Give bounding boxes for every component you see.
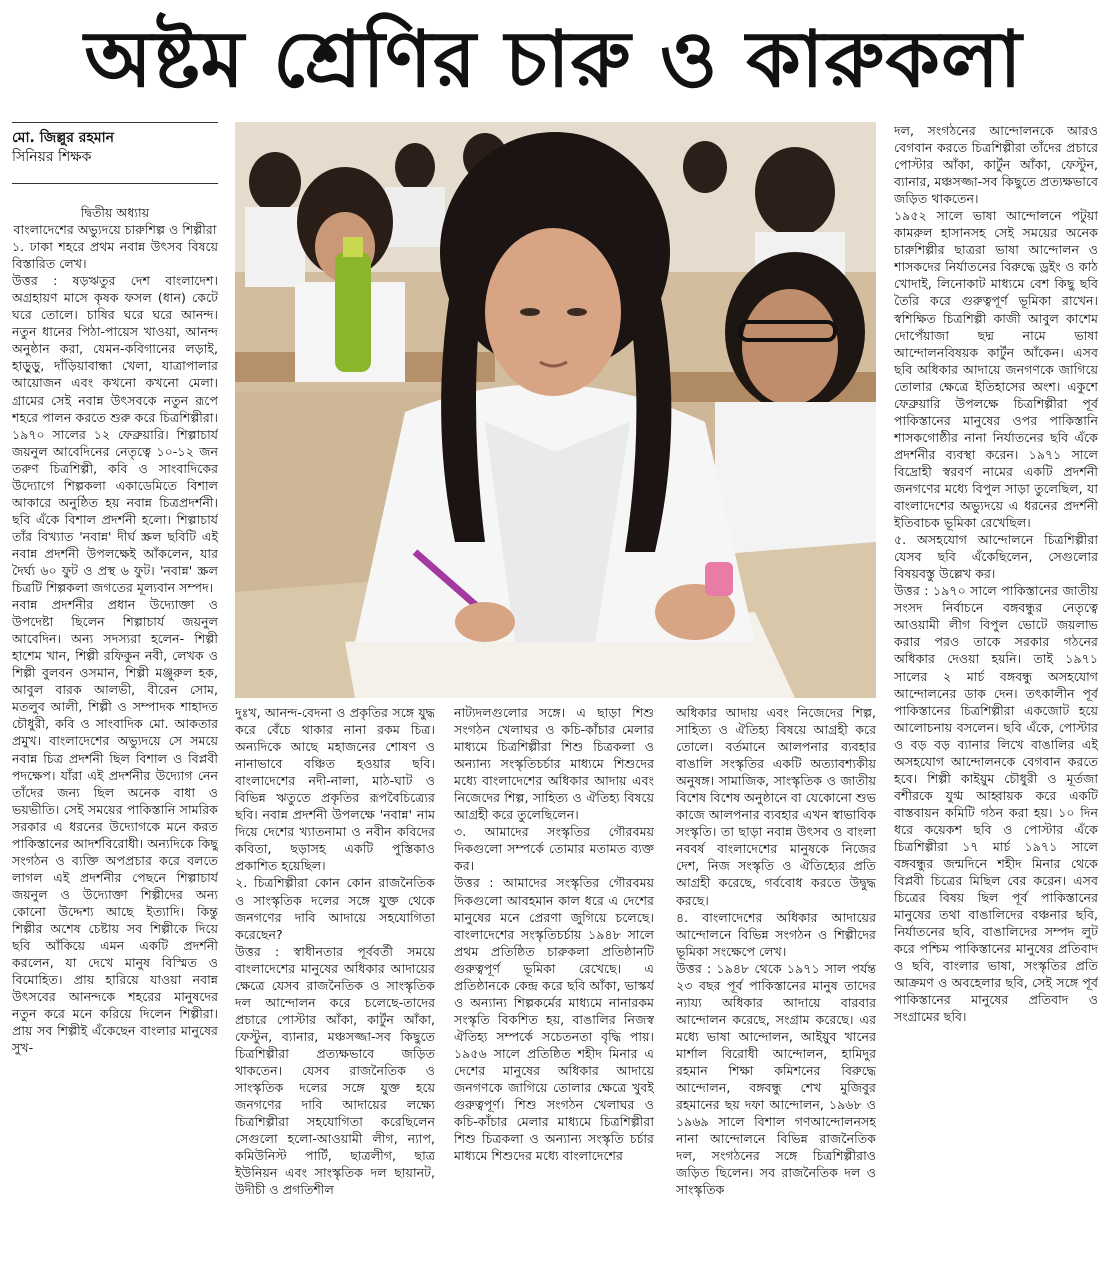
chapter-label: দ্বিতীয় অধ্যায় [80, 205, 150, 220]
article-column-2 [235, 704, 435, 1278]
author-byline [12, 122, 218, 184]
article-column-3 [454, 704, 654, 1278]
chapter-title: বাংলাদেশের অভ্যুদয়ে চারুশিল্প ও শিল্পীরা [13, 222, 217, 238]
page-title: অষ্টম শ্রেণির চারু ও কারুকলা [84, 15, 1023, 105]
article-photo [235, 122, 876, 698]
paragraph: উত্তর : ষড়ঋতুর দেশ বাংলাদেশ। অগ্রহায়ণ মাসে কৃষক ফসল (ধান) কেটে ঘরে তোলে। চাষির ঘরে ঘরে আনন্দ। নতুন ধানের পিঠা-পায়েস খাওয়া, আনন্দ অনুষ্ঠান করা, যেমন-কবিগানের লড়াই, হাড়ুড়ু, দাঁড়িয়াবান্ধা খেলা, যাত্রাপালার আয়োজন এবং কখনো কখনো মেলা। গ্রামের সেই নবান্ন উৎসবকে নতুন রূপে শহরে পালন করতে শুরু করে চিত্রশিল্পীরা। ১৯৭০ সালের ১২ ফেব্রুয়ারি। শিল্পাচার্য জয়নুল আবেদিনের নেতৃত্বে ১০-১২ জন তরুণ চিত্রশিল্পী, কবি ও সাংবাদিকের উদ্যোগে শিল্পকলা একাডেমিতে বিশাল আকারে অনুষ্ঠিত হয় নবান্ন চিত্রপ্রদর্শনী। ছবি এঁকে বিশাল প্রদর্শনী হলো। শিল্পাচার্য তাঁর বিখ্যাত 'নবান্ন' দীর্ঘ স্ক্রল ছবিটি এই নবান্ন প্রদর্শনী উপলক্ষেই আঁকলেন, যার দৈর্ঘ্য ৬০ ফুট ও প্রস্থ ৬ ফুট। 'নবান্ন' স্ক্রল চিত্রটি শিল্পকলা জগতের মূল্যবান সম্পদ। [12, 273, 218, 596]
article-column-4 [676, 704, 876, 1278]
paragraph: ১৯৫২ সালে ভাষা আন্দোলনে পটুয়া কামরুল হাসানসহ সেই সময়ের অনেক চারুশিল্পীর ছাত্ররা ভাষা আন্দোলন ও শাসকদের নির্যাতনের বিরুদ্ধে ড্রইং ও কাঠ খোদাই, লিনোকাট মাধ্যমে বেশ কিছু ছবি তৈরি করে গুরুত্বপূর্ণ ভূমিকা রাখেন। স্বশিক্ষিত চিত্রশিল্পী কাজী আবুল কাশেম দোপেঁয়াজা ছদ্ম নামে ভাষা আন্দোলনবিষয়ক কার্টুন আঁকেন। এসব ছবি অধিকার আদায়ে জনগণকে জাগিয়ে তোলার ক্ষেত্রে ইতিহাসের অংশ। একুশে ফেব্রুয়ারি উপলক্ষে চিত্রশিল্পীরা পূর্ব পাকিস্তানের মানুষের ওপর পাকিস্তানি শাসকগোষ্ঠীর নানা নির্যাতনের ছবি এঁকে প্রদর্শনীর ব্যবস্থা করেন। ১৯৭১ সালে বিদ্রোহী স্বরবর্ণ নামের একটি প্রদর্শনী জনগণের মধ্যে বিপুল সাড়া তুলেছিল, যা বাংলাদেশের অভ্যুদয়ে এ ধরনের প্রদর্শনী ইতিবাচক ভূমিকা রেখেছিল। [894, 208, 1098, 531]
students-writing-exam-illustration [235, 122, 876, 698]
paragraph: ৩. আমাদের সংস্কৃতির গৌরবময় দিকগুলো সম্পর্কে তোমার মতামত ব্যক্ত কর। [454, 824, 654, 874]
paragraph: দল, সংগঠনের আন্দোলনকে আরও বেগবান করতে চিত্রশিল্পীরা তাঁদের প্রচারে পোস্টার আঁকা, কার্টুন আঁকা, ফেস্টুন, ব্যানার, মঞ্চসজ্জা-সব কিছুতে প্রত্যক্ষভাবে জড়িত থাকতেন। [894, 123, 1098, 207]
paragraph: উত্তর : ১৯৪৮ থেকে ১৯৭১ সাল পর্যন্ত ২৩ বছর পূর্ব পাকিস্তানের মানুষ তাদের ন্যায্য অধিকার আদায়ে বারবার আন্দোলন করেছে, সংগ্রাম করেছে। এর মধ্যে ভাষা আন্দোলন, আইয়ুব খানের মার্শাল বিরোধী আন্দোলন, হামিদুর রহমান শিক্ষা কমিশনের বিরুদ্ধে আন্দোলন, বঙ্গবন্ধু শেখ মুজিবুর রহমানের ছয় দফা আন্দোলন, ১৯৬৮ ও ১৯৬৯ সালে বিশাল গণআন্দোলনসহ নানা আন্দোলনে বিভিন্ন রাজনৈতিক দল, সংগঠনের সঙ্গে চিত্রশিল্পীরাও জড়িত ছিলেন। সব রাজনৈতিক দল ও সাংস্কৃতিক [676, 960, 876, 1198]
paragraph: উত্তর : স্বাধীনতার পূর্ববর্তী সময়ে বাংলাদেশের মানুষের অধিকার আদায়ের ক্ষেত্রে যেসব রাজনৈতিক ও সাংস্কৃতিক দল আন্দোলন করে চলেছে-তাদের প্রচারে পোস্টার আঁকা, কার্টুন আঁকা, ফেস্টুন, ব্যানার, মঞ্চসজ্জা-সব কিছুতে চিত্রশিল্পীরা প্রত্যক্ষভাবে জড়িত থাকতেন। যেসব রাজনৈতিক ও সাংস্কৃতিক দলের সঙ্গে যুক্ত হয়ে জনগণের দাবি আদায়ের লক্ষ্যে চিত্রশিল্পীরা সহযোগিতা করেছিলেন সেগুলো হলো-আওয়ামী লীগ, ন্যাপ, কমিউনিস্ট পার্টি, ছাত্রলীগ, ছাত্র ইউনিয়ন এবং সাংস্কৃতিক দল ছায়ানট, উদীচী ও প্রগতিশীল [235, 943, 435, 1198]
paragraph: উত্তর : আমাদের সংস্কৃতির গৌরবময় দিকগুলো আবহমান কাল ধরে এ দেশের মানুষের মনে প্রেরণা জুগিয়ে চলেছে। বাংলাদেশের সংস্কৃতিচর্চায় ১৯৪৮ সালে প্রথম প্রতিষ্ঠিত চারুকলা প্রতিষ্ঠানটি গুরুত্বপূর্ণ ভূমিকা রেখেছে। এ প্রতিষ্ঠানকে কেন্দ্র করে ছবি আঁকা, ভাস্কর্য ও অন্যান্য শিল্পকর্মের মাধ্যমে নানারকম সংস্কৃতি বিকশিত হয়, বাঙালির নিজস্ব ঐতিহ্য সম্পর্কে সচেতনতা বৃদ্ধি পায়। ১৯৫৬ সালে প্রতিষ্ঠিত শহীদ মিনার এ দেশের মানুষের অধিকার আদায়ে জনগণকে জাগিয়ে তোলার ক্ষেত্রে খুবই গুরুত্বপূর্ণ। শিশু সংগঠন খেলাঘর ও কচি-কাঁচার মেলার মাধ্যমে চিত্রশিল্পীরা শিশু চিত্রকলা ও অন্যান্য সংস্কৃতি চর্চার মাধ্যমে শিশুদের মধ্যে বাংলাদেশের [454, 875, 654, 1164]
paragraph: উত্তর : ১৯৭০ সালে পাকিস্তানের জাতীয় সংসদ নির্বাচনে বঙ্গবন্ধুর নেতৃত্বে আওয়ামী লীগ বিপুল ভোটে জয়লাভ করার পরও তাকে সরকার গঠনের অধিকার দেওয়া হয়নি। তাই ১৯৭১ সালের ২ মার্চ বঙ্গবন্ধু অসহযোগ আন্দোলনের ডাক দেন। তৎকালীন পূর্ব পাকিস্তানের চিত্রশিল্পীরা একজোট হয়ে আলোচনায় বসলেন। ছবি এঁকে, পোস্টার ও বড় বড় ব্যানার লিখে বাঙালির এই অসহযোগ আন্দোলনকে বেগবান করতে হবে। শিল্পী কাইয়ুম চৌধুরী ও মূর্তজা বশীরকে যুগ্ম আহ্বায়ক করে একটি বাস্তবায়ন কমিটি গঠন করা হয়। ১০ দিন ধরে কয়েকশ ছবি ও পোস্টার এঁকে চিত্রশিল্পীরা ১৭ মার্চ ১৯৭১ সালে বঙ্গবন্ধুর জন্মদিনে শহীদ মিনার থেকে বিপ্লবী চিত্রের মিছিল বের করেন। এসব চিত্রের বিষয় ছিল পূর্ব পাকিস্তানের মানুষের তথা বাঙালিদের বঞ্চনার ছবি, নির্যাতনের ছবি, বাঙালিদের সম্পদ লুট করে পশ্চিম পাকিস্তানের মানুষের প্রতিবাদ ও ছবি, বাংলার ভাষা, সংস্কৃতির প্রতি আক্রমণ ও অবহেলার ছবি, সেই সঙ্গে পূর্ব পাকিস্তানের মানুষের প্রতিবাদ ও সংগ্রামের ছবি। [894, 583, 1098, 1025]
article-column-1 [12, 204, 218, 1278]
paragraph: ২. চিত্রশিল্পীরা কোন কোন রাজনৈতিক ও সাংস্কৃতিক দলের সঙ্গে যুক্ত থেকে জনগণের দাবি আদায়ে সহযোগিতা করেছেন? [235, 875, 435, 942]
paragraph: দুঃখ, আনন্দ-বেদনা ও প্রকৃতির সঙ্গে যুদ্ধ করে বেঁচে থাকার নানা রকম চিত্র। অন্যদিকে আছে মহাজনের শোষণ ও নানাভাবে বঞ্চিত হওয়ার ছবি। বাংলাদেশের নদী-নালা, মাঠ-ঘাট ও বিভিন্ন ঋতুতে প্রকৃতির রূপবৈচিত্র্যের ছবি। নবান্ন প্রদর্শনী উপলক্ষে 'নবান্ন' নাম দিয়ে দেশের খ্যাতনামা ও নবীন কবিদের কবিতা, ছড়াসহ একটি পুস্তিকাও প্রকাশিত হয়েছিল। [235, 705, 435, 874]
author-designation: সিনিয়র শিক্ষক [12, 149, 92, 165]
author-name: মো. জিল্লুর রহমান [12, 130, 115, 146]
article-column-5 [894, 122, 1098, 1278]
paragraph: নাট্যদলগুলোর সঙ্গে। এ ছাড়া শিশু সংগঠন খেলাঘর ও কচি-কাঁচার মেলার মাধ্যমে চিত্রশিল্পীরা শিশু চিত্রকলা ও অন্যান্য সংস্কৃতিচর্চার মাধ্যমে শিশুদের মধ্যে বাংলাদেশের অধিকার আদায় এবং নিজেদের শিল্প, সাহিত্য ও ঐতিহ্য বিষয়ে আগ্রহী করে তুলেছিলেন। [454, 705, 654, 823]
paragraph: ৪. বাংলাদেশের অধিকার আদায়ের আন্দোলনে বিভিন্ন সংগঠন ও শিল্পীদের ভূমিকা সংক্ষেপে লেখ। [676, 909, 876, 959]
paragraph: ১. ঢাকা শহরে প্রথম নবান্ন উৎসব বিষয়ে বিস্তারিত লেখ। [12, 239, 218, 272]
paragraph: ৫. অসহযোগ আন্দোলনে চিত্রশিল্পীরা যেসব ছবি এঁকেছিলেন, সেগুলোর বিষয়বস্তু উল্লেখ কর। [894, 532, 1098, 582]
paragraph: নবান্ন প্রদর্শনীর প্রধান উদ্যোক্তা ও উপদেষ্টা ছিলেন শিল্পাচার্য জয়নুল আবেদিন। অন্য সদস্যরা হলেন- শিল্পী হাশেম খান, শিল্পী রফিকুন নবী, লেখক ও শিল্পী বুলবন ওসমান, শিল্পী মঞ্জুরুল হক, আবুল বারক আলভী, বীরেন সোম, মতলুব আলী, শিল্পী ও সম্পাদক শাহাদত চৌধুরী, কবি ও সাংবাদিক মো. আকতার প্রমুখ। বাংলাদেশের অভ্যুদয়ে সে সময়ে নবান্ন চিত্র প্রদর্শনী ছিল বিশাল ও বিপ্লবী পদক্ষেপ। যাঁরা এই প্রদর্শনীর উদ্যোগ নেন তাঁদের জন্য ছিল অনেক বাধা ও ভয়ভীতি। সেই সময়ের পাকিস্তানি সামরিক সরকার এ ধরনের উদ্যোগকে মনে করত পাকিস্তানের আদর্শবিরোধী। অন্যদিকে কিছু সংগঠন ও ব্যক্তি অপপ্রচার করে বলতে লাগল এই প্রদর্শনীর পেছনে শিল্পাচার্য জয়নুল ও উদ্যোক্তা শিল্পীদের অন্য কোনো উদ্দেশ্য আছে ইত্যাদি। কিন্তু শিল্পীর অশেষ চেষ্টায় সব শিল্পীকে দিয়ে ছবি আঁকিয়ে এমন একটি প্রদর্শনী করলেন, যা দেখে মানুষ বিস্মিত ও বিমোহিত। প্রায় হারিয়ে যাওয়া নবান্ন উৎসবের আনন্দকে শহরের মানুষদের নতুন করে মনে করিয়ে দিলেন শিল্পীরা। প্রায় সব শিল্পীই এঁকেছেন বাংলার মানুষের সুখ- [12, 597, 218, 1056]
paragraph: অধিকার আদায় এবং নিজেদের শিল্প, সাহিত্য ও ঐতিহ্য বিষয়ে আগ্রহী করে তোলে। বর্তমানে আলপনার ব্যবহার বাঙালি সংস্কৃতির একটি অত্যাবশ্যকীয় অনুষঙ্গ। সামাজিক, সাংস্কৃতিক ও জাতীয় বিশেষ বিশেষ অনুষ্ঠানে বা যেকোনো শুভ কাজে আলপনার ব্যবহার এখন স্বাভাবিক সংস্কৃতি। তা ছাড়া নবান্ন উৎসব ও বাংলা নববর্ষ বাংলাদেশের মানুষকে নিজের দেশ, নিজ সংস্কৃতি ও ঐতিহ্যের প্রতি আগ্রহী করেছে, গর্ববোধ করতে উদ্বুদ্ধ করছে। [676, 705, 876, 908]
